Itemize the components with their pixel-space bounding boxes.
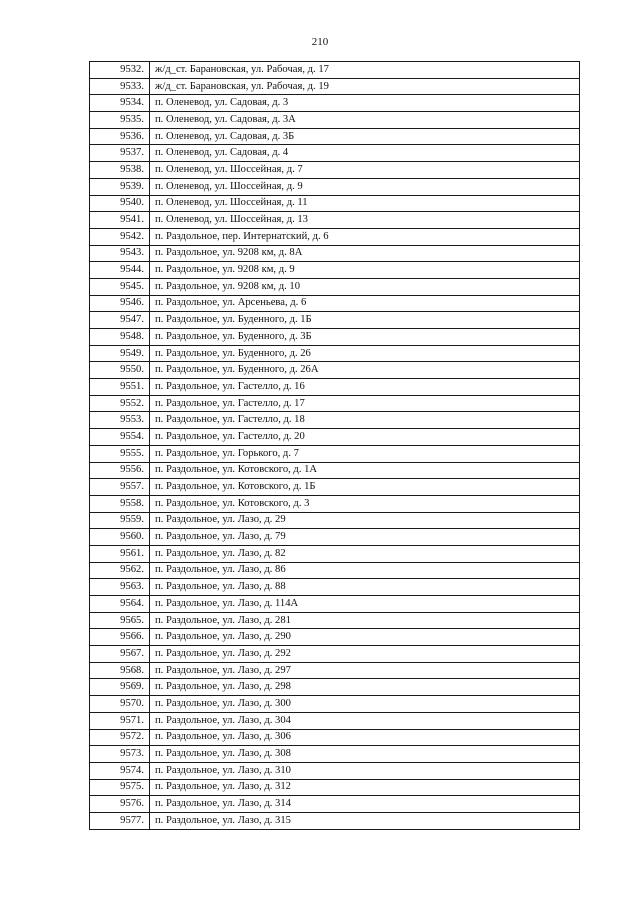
table-row [90, 579, 580, 596]
row-number-cell: 9554. [90, 429, 150, 446]
address-cell: п. Оленевод, ул. Садовая, д. 3Б [150, 128, 580, 145]
address-cell: п. Раздольное, ул. Лазо, д. 29 [150, 512, 580, 529]
row-number-cell: 9533. [90, 78, 150, 95]
row-number-cell: 9562. [90, 562, 150, 579]
table-row [90, 78, 580, 95]
table-row [90, 712, 580, 729]
table-row [90, 412, 580, 429]
address-cell: п. Раздольное, ул. Лазо, д. 314 [150, 796, 580, 813]
row-number-cell: 9571. [90, 712, 150, 729]
address-cell: п. Оленевод, ул. Шоссейная, д. 11 [150, 195, 580, 212]
address-cell: п. Оленевод, ул. Садовая, д. 4 [150, 145, 580, 162]
row-number-cell: 9548. [90, 329, 150, 346]
address-cell: п. Раздольное, ул. Гастелло, д. 20 [150, 429, 580, 446]
row-number-cell: 9570. [90, 696, 150, 713]
address-cell: п. Раздольное, ул. Лазо, д. 88 [150, 579, 580, 596]
row-number-cell: 9545. [90, 278, 150, 295]
row-number-cell: 9549. [90, 345, 150, 362]
row-number-cell: 9575. [90, 779, 150, 796]
address-cell: п. Раздольное, ул. Лазо, д. 306 [150, 729, 580, 746]
row-number-cell: 9559. [90, 512, 150, 529]
table-row [90, 262, 580, 279]
address-cell: ж/д_ст. Барановская, ул. Рабочая, д. 19 [150, 78, 580, 95]
address-cell: п. Раздольное, ул. Котовского, д. 1Б [150, 479, 580, 496]
row-number-cell: 9577. [90, 812, 150, 829]
row-number-cell: 9569. [90, 679, 150, 696]
table-row [90, 95, 580, 112]
address-cell: п. Раздольное, ул. Арсеньева, д. 6 [150, 295, 580, 312]
address-cell: п. Раздольное, ул. Лазо, д. 304 [150, 712, 580, 729]
table-row [90, 212, 580, 229]
address-cell: п. Раздольное, ул. 9208 км, д. 9 [150, 262, 580, 279]
table-row [90, 178, 580, 195]
row-number-cell: 9576. [90, 796, 150, 813]
address-cell: п. Раздольное, ул. Котовского, д. 3 [150, 495, 580, 512]
table-row [90, 395, 580, 412]
row-number-cell: 9574. [90, 762, 150, 779]
row-number-cell: 9567. [90, 646, 150, 663]
row-number-cell: 9556. [90, 462, 150, 479]
row-number-cell: 9565. [90, 612, 150, 629]
row-number-cell: 9564. [90, 596, 150, 613]
table-row [90, 445, 580, 462]
row-number-cell: 9532. [90, 62, 150, 79]
row-number-cell: 9560. [90, 529, 150, 546]
row-number-cell: 9540. [90, 195, 150, 212]
address-cell: п. Раздольное, ул. Буденного, д. 26 [150, 345, 580, 362]
table-row [90, 696, 580, 713]
row-number-cell: 9561. [90, 545, 150, 562]
row-number-cell: 9555. [90, 445, 150, 462]
address-cell: п. Оленевод, ул. Садовая, д. 3А [150, 112, 580, 129]
address-cell: п. Раздольное, ул. Лазо, д. 79 [150, 529, 580, 546]
address-cell: п. Оленевод, ул. Шоссейная, д. 7 [150, 162, 580, 179]
table-row [90, 462, 580, 479]
row-number-cell: 9541. [90, 212, 150, 229]
row-number-cell: 9536. [90, 128, 150, 145]
row-number-cell: 9539. [90, 178, 150, 195]
table-row [90, 662, 580, 679]
row-number-cell: 9566. [90, 629, 150, 646]
table-row [90, 128, 580, 145]
address-cell: п. Оленевод, ул. Шоссейная, д. 9 [150, 178, 580, 195]
table-row [90, 646, 580, 663]
table-row [90, 379, 580, 396]
address-cell: п. Раздольное, ул. Гастелло, д. 16 [150, 379, 580, 396]
table-row [90, 729, 580, 746]
address-cell: п. Раздольное, ул. Гастелло, д. 18 [150, 412, 580, 429]
table-row [90, 362, 580, 379]
table-row [90, 612, 580, 629]
table-row [90, 245, 580, 262]
row-number-cell: 9547. [90, 312, 150, 329]
table-row [90, 679, 580, 696]
row-number-cell: 9538. [90, 162, 150, 179]
table-row [90, 312, 580, 329]
table-row [90, 495, 580, 512]
address-cell: п. Раздольное, ул. Лазо, д. 300 [150, 696, 580, 713]
table-row [90, 629, 580, 646]
row-number-cell: 9573. [90, 746, 150, 763]
row-number-cell: 9534. [90, 95, 150, 112]
address-cell: п. Раздольное, ул. Лазо, д. 310 [150, 762, 580, 779]
address-cell: п. Раздольное, пер. Интернатский, д. 6 [150, 228, 580, 245]
address-cell: п. Оленевод, ул. Садовая, д. 3 [150, 95, 580, 112]
row-number-cell: 9557. [90, 479, 150, 496]
row-number-cell: 9537. [90, 145, 150, 162]
table-row [90, 112, 580, 129]
row-number-cell: 9551. [90, 379, 150, 396]
table-row [90, 345, 580, 362]
address-table-body [90, 62, 580, 830]
address-cell: п. Раздольное, ул. 9208 км, д. 8А [150, 245, 580, 262]
address-cell: п. Раздольное, ул. 9208 км, д. 10 [150, 278, 580, 295]
table-row [90, 545, 580, 562]
address-cell: п. Раздольное, ул. Лазо, д. 292 [150, 646, 580, 663]
address-cell: п. Раздольное, ул. Гастелло, д. 17 [150, 395, 580, 412]
address-cell: п. Раздольное, ул. Лазо, д. 315 [150, 812, 580, 829]
table-row [90, 162, 580, 179]
address-cell: п. Раздольное, ул. Горького, д. 7 [150, 445, 580, 462]
table-row [90, 596, 580, 613]
address-cell: п. Раздольное, ул. Лазо, д. 308 [150, 746, 580, 763]
row-number-cell: 9563. [90, 579, 150, 596]
row-number-cell: 9572. [90, 729, 150, 746]
row-number-cell: 9550. [90, 362, 150, 379]
table-row [90, 479, 580, 496]
address-table [89, 61, 580, 830]
address-cell: п. Раздольное, ул. Лазо, д. 281 [150, 612, 580, 629]
table-row [90, 796, 580, 813]
row-number-cell: 9558. [90, 495, 150, 512]
page-number: 210 [311, 36, 329, 48]
address-cell: п. Раздольное, ул. Лазо, д. 298 [150, 679, 580, 696]
address-cell: п. Оленевод, ул. Шоссейная, д. 13 [150, 212, 580, 229]
row-number-cell: 9553. [90, 412, 150, 429]
table-row [90, 512, 580, 529]
address-cell: п. Раздольное, ул. Котовского, д. 1А [150, 462, 580, 479]
table-row [90, 812, 580, 829]
table-row [90, 779, 580, 796]
row-number-cell: 9535. [90, 112, 150, 129]
row-number-cell: 9568. [90, 662, 150, 679]
address-cell: ж/д_ст. Барановская, ул. Рабочая, д. 17 [150, 62, 580, 79]
address-cell: п. Раздольное, ул. Лазо, д. 312 [150, 779, 580, 796]
table-row [90, 62, 580, 79]
table-row [90, 529, 580, 546]
address-cell: п. Раздольное, ул. Лазо, д. 114А [150, 596, 580, 613]
table-row [90, 329, 580, 346]
table-row [90, 762, 580, 779]
table-row [90, 278, 580, 295]
table-row [90, 295, 580, 312]
address-cell: п. Раздольное, ул. Лазо, д. 290 [150, 629, 580, 646]
table-row [90, 746, 580, 763]
table-row [90, 228, 580, 245]
row-number-cell: 9543. [90, 245, 150, 262]
table-row [90, 562, 580, 579]
row-number-cell: 9544. [90, 262, 150, 279]
table-row [90, 145, 580, 162]
address-cell: п. Раздольное, ул. Лазо, д. 82 [150, 545, 580, 562]
row-number-cell: 9552. [90, 395, 150, 412]
address-cell: п. Раздольное, ул. Лазо, д. 297 [150, 662, 580, 679]
row-number-cell: 9542. [90, 228, 150, 245]
table-row [90, 429, 580, 446]
row-number-cell: 9546. [90, 295, 150, 312]
address-cell: п. Раздольное, ул. Буденного, д. 3Б [150, 329, 580, 346]
address-cell: п. Раздольное, ул. Лазо, д. 86 [150, 562, 580, 579]
address-cell: п. Раздольное, ул. Буденного, д. 26А [150, 362, 580, 379]
table-row [90, 195, 580, 212]
address-cell: п. Раздольное, ул. Буденного, д. 1Б [150, 312, 580, 329]
